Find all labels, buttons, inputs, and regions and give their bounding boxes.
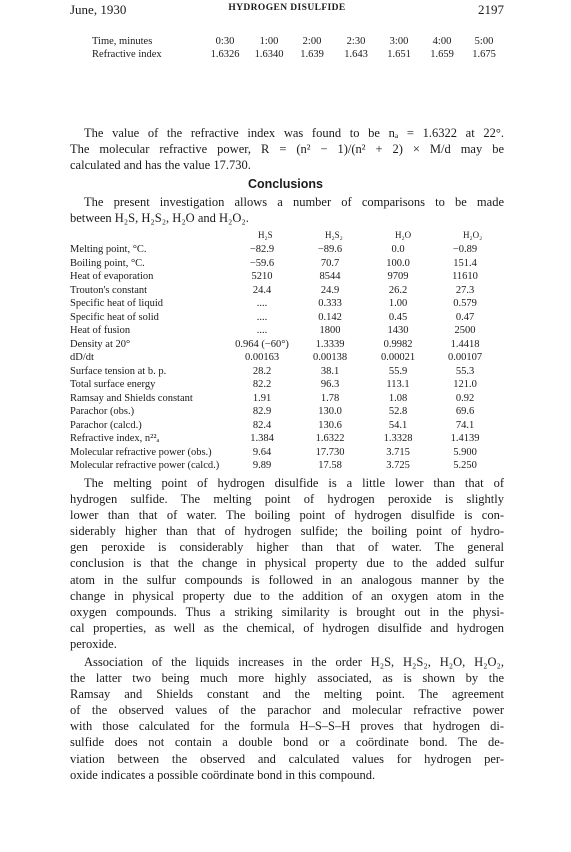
cell: 1.675: [472, 49, 496, 60]
cell: 1800: [319, 325, 341, 337]
cell: 8544: [319, 271, 341, 283]
table-row: [70, 284, 498, 298]
cell: 1.91: [252, 392, 272, 404]
paragraph-refractive-index: The value of the refractive index was found to be nₐ = 1.6322 at 22°. The molecular refractive power, R = (n² − 1)/(n² + 2) × M/d may be calculated and has the value 17.730.: [70, 126, 504, 173]
row-label: Molecular refractive power (obs.): [70, 446, 212, 458]
header-title: HYDROGEN DISULFIDE: [228, 3, 346, 13]
cell: ....: [256, 325, 268, 337]
cell: 1.3339: [315, 338, 345, 350]
cell: 0.964 (−60°): [235, 338, 289, 350]
row-label: Melting point, °C.: [70, 244, 147, 256]
paragraph-intro: The present investigation allows a number of comparisons to be made between H₂S, H₂S₂, H₂O and H₂O₂.: [70, 195, 504, 226]
cell: 2500: [454, 325, 476, 337]
row-label: Parachor (calcd.): [70, 419, 142, 431]
row-label: dD/dt: [70, 352, 94, 364]
cell: 55.3: [455, 365, 475, 377]
cell: 1430: [387, 325, 409, 337]
cell: 0.142: [318, 311, 342, 323]
column-header: H₂O₂: [463, 230, 483, 240]
cell: 38.1: [320, 365, 340, 377]
row-label: Heat of evaporation: [70, 271, 154, 283]
cell: 3.725: [386, 460, 410, 472]
cell: −82.9: [249, 244, 275, 256]
cell: 69.6: [455, 406, 475, 418]
cell: 0.00107: [447, 352, 483, 364]
table-row: [70, 378, 498, 392]
cell: 1.08: [388, 392, 408, 404]
cell: 0.579: [453, 298, 477, 310]
cell: 1.651: [387, 49, 411, 60]
table-row: [70, 324, 498, 338]
cell: 100.0: [386, 257, 410, 269]
comparison-table: [70, 243, 498, 473]
cell: 24.9: [320, 284, 340, 296]
cell: 0.47: [455, 311, 475, 323]
column-header: H₂O: [395, 230, 412, 240]
table-row: [70, 446, 498, 460]
table-row: [70, 419, 498, 433]
cell: −89.6: [317, 244, 343, 256]
header-date: June, 1930: [70, 2, 127, 17]
cell: 26.2: [388, 284, 408, 296]
table-row: [70, 459, 498, 473]
table-row: [70, 243, 498, 257]
paragraph-discussion: The melting point of hydrogen disulfide is a little lower than that of hydrogen sulfide. The melting point of hydrogen peroxide is slightly lower than that of water. The boiling point of hydrogen disulfide is con- siderably higher than that of hydrogen sulfide; the boiling point of hydro- gen peroxide is considerably higher than that of water. The general conclusion is that the change in physical property due to the added sulfur atom in the sulfur compounds is followed in an analogous manner by the change in physical property due to the addition of an oxygen atom in the oxygen compounds. Thus a striking similarity is brought out in the physi- cal properties, as well as the chemical, of hydrogen disulfide and hydrogen peroxide.: [70, 476, 504, 651]
cell: 24.4: [252, 284, 272, 296]
row-label: Specific heat of liquid: [70, 298, 164, 310]
page-number: 2197: [478, 2, 504, 17]
table-row: [92, 48, 504, 61]
row-label: Trouton's constant: [70, 284, 148, 296]
cell: 5.900: [453, 446, 477, 458]
cell: 3.715: [386, 446, 410, 458]
column-header: H₂S: [258, 230, 273, 240]
section-title: Conclusions: [247, 177, 323, 191]
row-label: Parachor (obs.): [70, 406, 135, 418]
column-header: H₂S₂: [325, 230, 343, 240]
table-row: [70, 338, 498, 352]
row-label: Density at 20°: [70, 338, 131, 350]
cell: 1.6326: [210, 49, 240, 60]
cell: 9709: [387, 271, 409, 283]
cell: 3:00: [389, 36, 409, 47]
cell: 1.78: [320, 392, 340, 404]
cell: 2:30: [346, 36, 366, 47]
table-row: [70, 270, 498, 284]
row-label: Ramsay and Shields constant: [70, 392, 193, 404]
cell: 0.9982: [383, 338, 413, 350]
row-label: Boiling point, °C.: [70, 257, 145, 269]
cell: 4:00: [432, 36, 452, 47]
table-row: [70, 297, 498, 311]
row-label: Refractive index, n²²ₐ: [70, 433, 160, 445]
row-label: Surface tension at b. p.: [70, 365, 167, 377]
cell: 1.384: [250, 433, 274, 445]
cell: 0.92: [455, 392, 475, 404]
cell: 121.0: [453, 379, 477, 391]
table-row: [70, 405, 498, 419]
cell: 0:30: [215, 36, 235, 47]
cell: 1.639: [300, 49, 324, 60]
cell: 27.3: [455, 284, 475, 296]
cell: 54.1: [388, 419, 408, 431]
cell: 0.00138: [312, 352, 348, 364]
table-row: [70, 365, 498, 379]
cell: 28.2: [252, 365, 272, 377]
cell: 1.3328: [383, 433, 413, 445]
cell: 70.7: [320, 257, 340, 269]
cell: 52.8: [388, 406, 408, 418]
cell: ....: [256, 311, 268, 323]
cell: 2:00: [302, 36, 322, 47]
cell: 0.45: [388, 311, 408, 323]
cell: 1.6340: [254, 49, 284, 60]
cell: 0.00021: [380, 352, 416, 364]
cell: 1.643: [344, 49, 368, 60]
cell: −0.89: [452, 244, 478, 256]
cell: 5210: [251, 271, 273, 283]
row-label: Refractive index: [92, 49, 162, 60]
table-row: [70, 432, 498, 446]
cell: 1.659: [430, 49, 454, 60]
cell: 0.00163: [244, 352, 280, 364]
table-row: [70, 311, 498, 325]
cell: 151.4: [453, 257, 477, 269]
cell: 0.0: [391, 244, 405, 256]
cell: 130.0: [318, 406, 342, 418]
page-header: [70, 2, 504, 22]
cell: 82.4: [252, 419, 272, 431]
cell: ....: [256, 298, 268, 310]
cell: 82.2: [252, 379, 272, 391]
cell: 17.58: [318, 460, 342, 472]
cell: 130.6: [318, 419, 342, 431]
table-row: [92, 35, 504, 48]
cell: 11610: [452, 271, 478, 283]
cell: 74.1: [455, 419, 475, 431]
cell: 1.4418: [450, 338, 480, 350]
row-label: Time, minutes: [92, 36, 153, 47]
row-label: Molecular refractive power (calcd.): [70, 460, 220, 472]
cell: 17.730: [315, 446, 345, 458]
cell: 55.9: [388, 365, 408, 377]
row-label: Specific heat of solid: [70, 311, 159, 323]
cell: 1.4139: [450, 433, 480, 445]
cell: 96.3: [320, 379, 340, 391]
cell: 5.250: [453, 460, 477, 472]
paragraph-association: Association of the liquids increases in the order H₂S, H₂S₂, H₂O, H₂O₂, the latter two being much more highly associated, as is shown by the Ramsay and Shields constant and the melting point. The agreement of the observed values of the parachor and molecular refractive power with those calculated for the formula H–S–S–H proves that hydrogen di- sulfide does not contain a double bond or a coördinate bond. The de- viation between the observed and calculated values for hydrogen per- oxide indicates a possible coördinate bond in this compound.: [70, 655, 504, 782]
cell: 1:00: [259, 36, 279, 47]
cell: 9.89: [252, 460, 272, 472]
cell: 113.1: [386, 379, 410, 391]
cell: −59.6: [249, 257, 275, 269]
row-label: Heat of fusion: [70, 325, 131, 337]
table-row: [70, 351, 498, 365]
cell: 1.00: [388, 298, 408, 310]
cell: 9.64: [252, 446, 272, 458]
cell: 82.9: [252, 406, 272, 418]
cell: 5:00: [474, 36, 494, 47]
refractive-index-table: [92, 35, 504, 61]
table-row: [70, 392, 498, 406]
cell: 1.6322: [315, 433, 345, 445]
cell: 0.333: [318, 298, 342, 310]
table-row: [70, 257, 498, 271]
row-label: Total surface energy: [70, 379, 156, 391]
